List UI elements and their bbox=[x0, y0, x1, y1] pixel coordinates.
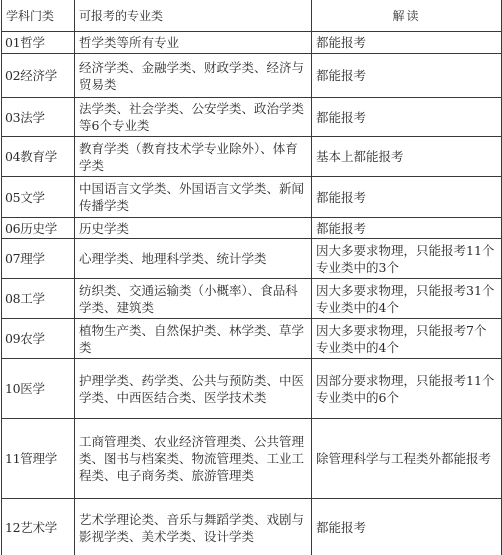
majors-cell: 艺术学理论类、音乐与舞蹈学类、戏剧与影视学类、美术学类、设计学类 bbox=[75, 499, 312, 555]
majors-cell: 植物生产类、自然保护类、林学类、草学类 bbox=[75, 319, 312, 359]
table-row bbox=[2, 218, 502, 239]
majors-cell: 历史学类 bbox=[75, 218, 312, 239]
table-row bbox=[2, 98, 502, 137]
note-cell: 都能报考 bbox=[312, 98, 502, 137]
table-row bbox=[2, 177, 502, 218]
majors-cell: 教育学类（教育技术学专业除外）、体育学类 bbox=[75, 137, 312, 177]
majors-cell: 中国语言文学类、外国语言文学类、新闻传播学类 bbox=[75, 177, 312, 218]
category-cell: 11管理学 bbox=[2, 419, 75, 499]
majors-cell: 心理学类、地理科学类、统计学类 bbox=[75, 239, 312, 279]
header-note: 解读 bbox=[312, 0, 502, 32]
table-row bbox=[2, 319, 502, 359]
category-cell: 08工学 bbox=[2, 279, 75, 319]
category-cell: 04教育学 bbox=[2, 137, 75, 177]
category-cell: 03法学 bbox=[2, 98, 75, 137]
table-row bbox=[2, 279, 502, 319]
note-cell: 因部分要求物理，只能报考11个专业类中的6个 bbox=[312, 359, 502, 419]
subject-table bbox=[1, 0, 502, 555]
note-cell: 都能报考 bbox=[312, 177, 502, 218]
note-cell: 因大多要求物理，只能报考7个专业类中的4个 bbox=[312, 319, 502, 359]
note-cell: 除管理科学与工程类外都能报考 bbox=[312, 419, 502, 499]
table-row bbox=[2, 419, 502, 499]
category-cell: 07理学 bbox=[2, 239, 75, 279]
category-cell: 02经济学 bbox=[2, 54, 75, 98]
category-cell: 06历史学 bbox=[2, 218, 75, 239]
note-cell: 都能报考 bbox=[312, 54, 502, 98]
table-row bbox=[2, 54, 502, 98]
majors-cell: 纺织类、交通运输类（小概率）、食品科学类、建筑类 bbox=[75, 279, 312, 319]
category-cell: 01哲学 bbox=[2, 32, 75, 54]
majors-cell: 经济学类、金融学类、财政学类、经济与贸易类 bbox=[75, 54, 312, 98]
note-cell: 因大多要求物理，只能报考31个专业类中的4个 bbox=[312, 279, 502, 319]
table-row bbox=[2, 239, 502, 279]
header-category: 学科门类 bbox=[2, 0, 75, 32]
table-row bbox=[2, 137, 502, 177]
category-cell: 05文学 bbox=[2, 177, 75, 218]
category-cell: 09农学 bbox=[2, 319, 75, 359]
table-row bbox=[2, 32, 502, 54]
note-cell: 因大多要求物理，只能报考11个专业类中的3个 bbox=[312, 239, 502, 279]
majors-cell: 护理学类、药学类、公共与预防类、中医学类、中西医结合类、医学技术类 bbox=[75, 359, 312, 419]
note-cell: 都能报考 bbox=[312, 218, 502, 239]
majors-cell: 工商管理类、农业经济管理类、公共管理类、图书与档案类、物流管理类、工业工程类、电子商务类、旅游管理类 bbox=[75, 419, 312, 499]
header-majors: 可报考的专业类 bbox=[75, 0, 312, 32]
header-row bbox=[2, 0, 502, 32]
note-cell: 基本上都能报考 bbox=[312, 137, 502, 177]
majors-cell: 哲学类等所有专业 bbox=[75, 32, 312, 54]
majors-cell: 法学类、社会学类、公安学类、政治学类等6个专业类 bbox=[75, 98, 312, 137]
table-row bbox=[2, 359, 502, 419]
table-row bbox=[2, 499, 502, 555]
category-cell: 10医学 bbox=[2, 359, 75, 419]
note-cell: 都能报考 bbox=[312, 499, 502, 555]
category-cell: 12艺术学 bbox=[2, 499, 75, 555]
note-cell: 都能报考 bbox=[312, 32, 502, 54]
